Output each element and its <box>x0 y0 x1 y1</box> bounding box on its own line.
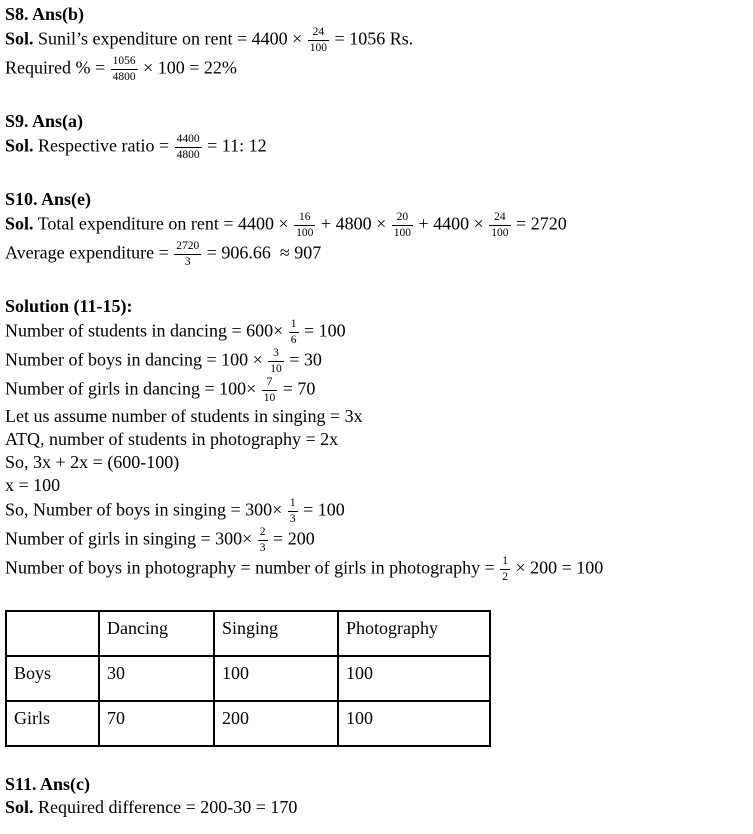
text-run: So, 3x + 2x = (600-100) <box>5 452 180 472</box>
table-cell: 70 <box>99 701 214 746</box>
table-header-cell <box>6 611 99 656</box>
fraction-denominator: 6 <box>290 334 297 346</box>
text-run: Number of girls in singing = 300× <box>5 528 257 549</box>
text-run: = 100 <box>298 499 345 520</box>
blank-line <box>5 162 747 188</box>
fraction-numerator: 3 <box>268 347 284 362</box>
fraction-numerator: 2720 <box>174 240 201 255</box>
section-heading: Solution (11-15): <box>5 296 133 316</box>
fraction-denominator: 10 <box>263 392 276 404</box>
table-cell: 100 <box>338 701 490 746</box>
solution-line <box>5 133 747 162</box>
text-run: Sunil’s expenditure on rent = 4400 × <box>33 28 307 49</box>
solution-line <box>5 526 747 555</box>
text-run: = 11: 12 <box>202 135 267 156</box>
fraction-numerator: 1 <box>289 318 299 333</box>
text-run: Required % = <box>5 57 110 78</box>
fraction <box>289 318 299 347</box>
text-run: = 70 <box>278 378 316 399</box>
text-run: × 100 = 22% <box>138 57 237 78</box>
table-row <box>6 656 490 701</box>
table-row-label: Boys <box>6 656 99 701</box>
fraction-denominator: 3 <box>289 513 296 525</box>
blank-line <box>5 584 747 610</box>
table-row-label: Girls <box>6 701 99 746</box>
text-run: Average expenditure = <box>5 242 174 263</box>
solution-line <box>5 428 747 451</box>
fraction-denominator: 4800 <box>176 149 200 161</box>
solution-line <box>5 497 747 526</box>
text-run: + 4400 × <box>413 213 489 234</box>
text-run: = 100 <box>299 320 346 341</box>
text-run: x = 100 <box>5 475 61 495</box>
sol-label: Sol. <box>5 135 34 156</box>
table-cell: 100 <box>214 656 338 701</box>
table-header-row <box>6 611 490 656</box>
section-heading: S10. Ans(e) <box>5 189 92 209</box>
fraction <box>500 555 510 584</box>
fraction <box>175 133 202 162</box>
table-cell: 100 <box>338 656 490 701</box>
solution-line <box>5 451 747 474</box>
solution-line <box>5 55 747 84</box>
solution-line <box>5 796 747 819</box>
fraction-denominator: 100 <box>309 42 328 54</box>
blank-line <box>5 747 747 773</box>
fraction-numerator: 4400 <box>175 133 202 148</box>
sol-label: Sol. <box>5 213 34 234</box>
students-activity-table <box>5 610 491 747</box>
text-run: Number of students in dancing = 600× <box>5 320 288 341</box>
solution-line <box>5 347 747 376</box>
text-run: Number of boys in dancing = 100 × <box>5 349 268 370</box>
text-run: Number of girls in dancing = 100× <box>5 378 261 399</box>
fraction <box>258 526 268 555</box>
text-run: = 30 <box>284 349 322 370</box>
solution-line <box>5 318 747 347</box>
table-header-cell: Photography <box>338 611 490 656</box>
text-run: Total expenditure on rent = 4400 × <box>33 213 294 234</box>
sol-label: Sol. <box>5 797 34 817</box>
solution-line <box>5 376 747 405</box>
fraction-denominator: 4800 <box>112 71 136 83</box>
fraction-denominator: 3 <box>184 256 191 268</box>
sol-label: Sol. <box>5 28 34 49</box>
fraction-numerator: 1056 <box>111 55 138 70</box>
blank-line <box>5 269 747 295</box>
fraction <box>262 376 278 405</box>
text-run: = 906.66 ≈ 907 <box>202 242 322 263</box>
table-cell: 30 <box>99 656 214 701</box>
fraction <box>268 347 284 376</box>
text-run: Number of boys in photography = number of girls in photography = <box>5 557 500 578</box>
solution-line <box>5 474 747 497</box>
fraction-numerator: 20 <box>392 211 413 226</box>
solution-line <box>5 555 747 584</box>
table-cell: 200 <box>214 701 338 746</box>
fraction-denominator: 100 <box>296 227 314 239</box>
table-header-cell: Singing <box>214 611 338 656</box>
fraction <box>288 497 298 526</box>
fraction <box>392 211 413 240</box>
solution-line <box>5 211 747 240</box>
fraction <box>174 240 201 269</box>
fraction-denominator: 3 <box>259 542 266 554</box>
text-run: = 1056 Rs. <box>330 28 414 49</box>
fraction-denominator: 100 <box>491 227 509 239</box>
text-run: = 200 <box>268 528 315 549</box>
text-run: ATQ, number of students in photography = 2x <box>5 429 339 449</box>
fraction <box>308 26 329 55</box>
blank-line <box>5 84 747 110</box>
fraction <box>489 211 510 240</box>
fraction-denominator: 2 <box>502 571 508 583</box>
fraction-numerator: 24 <box>489 211 510 226</box>
text-run: Let us assume number of students in singing = 3x <box>5 406 363 426</box>
section-heading: S9. Ans(a) <box>5 111 84 131</box>
text-run: Required difference = 200-30 = 170 <box>33 797 298 817</box>
text-run: × 200 = 100 <box>511 557 604 578</box>
fraction-denominator: 100 <box>393 227 411 239</box>
fraction-numerator: 24 <box>308 26 329 41</box>
fraction-numerator: 1 <box>500 555 510 570</box>
fraction-numerator: 1 <box>288 497 298 512</box>
text-run: So, Number of boys in singing = 300× <box>5 499 287 520</box>
fraction <box>294 211 315 240</box>
text-run: + 4800 × <box>316 213 391 234</box>
solution-line <box>5 26 747 55</box>
table-row <box>6 701 490 746</box>
fraction-numerator: 2 <box>258 526 268 541</box>
fraction-numerator: 16 <box>294 211 315 226</box>
solution-line <box>5 240 747 269</box>
text-run: Respective ratio = <box>33 135 174 156</box>
fraction-denominator: 10 <box>270 363 282 375</box>
solution-line <box>5 405 747 428</box>
text-run: = 2720 <box>511 213 567 234</box>
table-header-cell: Dancing <box>99 611 214 656</box>
fraction-numerator: 7 <box>262 376 278 391</box>
section-heading: S11. Ans(c) <box>5 774 91 794</box>
section-heading: S8. Ans(b) <box>5 4 85 24</box>
fraction <box>111 55 138 84</box>
